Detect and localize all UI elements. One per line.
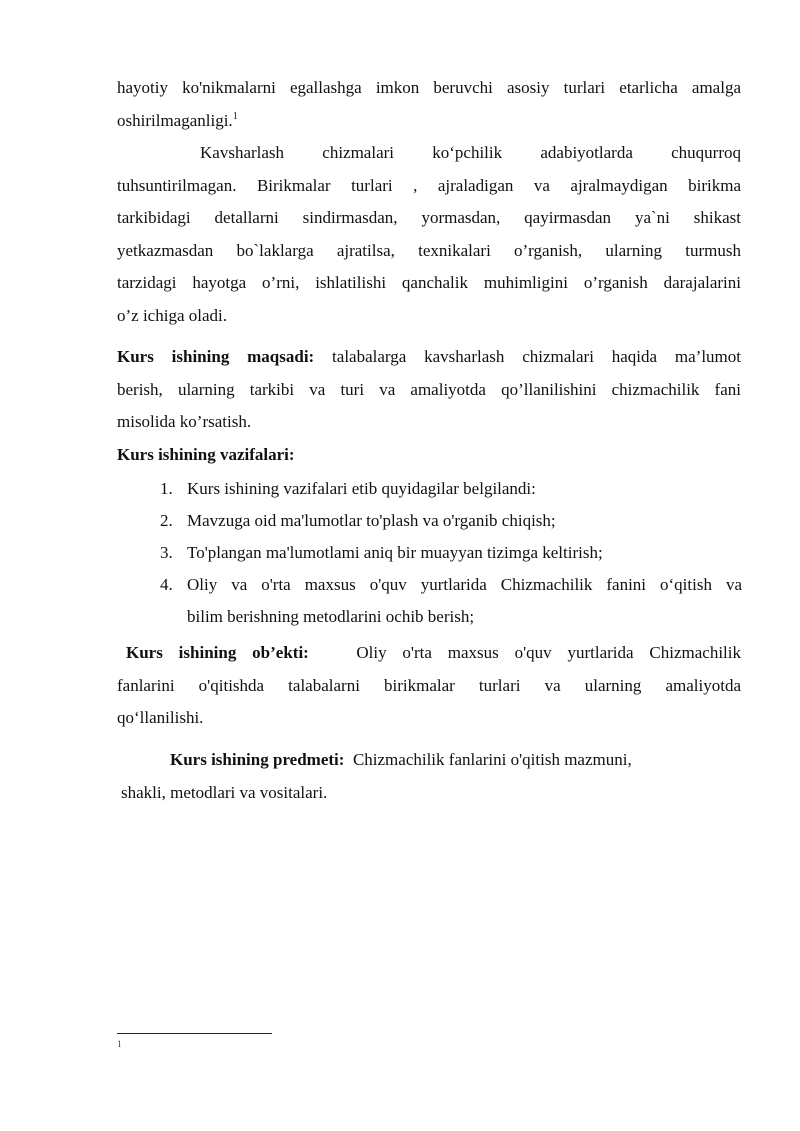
list-item: 3. To'plangan ma'lumotlami aniq bir muayyan tizimga keltirish;	[160, 543, 603, 562]
text-line: Kurs ishining predmeti: Chizmachilik fanlarini o'qitish mazmuni,	[170, 750, 632, 769]
text-line: qo‘llanilishi.	[117, 708, 204, 727]
text-line: misolida ko’rsatish.	[117, 412, 252, 431]
text-line: berish, ularning tarkibi va turi va amaliyotda qo’llanilishini chizmachilik fani	[117, 379, 741, 399]
footnote-ref: 1	[232, 110, 238, 122]
text-line: Kurs ishining maqsadi: talabalarga kavsharlash chizmalari haqida ma’lumot	[117, 347, 742, 366]
list-item: 4. Oliy va o'rta maxsus o'quv yurtlarida Chizmachilik fanini o‘qitish va bilim berishning metodlarini ochib berish;	[160, 575, 742, 626]
list-item: 2. Mavzuga oid ma'lumotlar to'plash va o'rganib chiqish;	[160, 511, 556, 530]
object-label: Kurs ishining ob’ekti:	[126, 643, 309, 662]
object-paragraph	[117, 637, 741, 735]
text-line: shakli, metodlari va vositalari.	[121, 782, 328, 802]
subject-paragraph	[117, 744, 717, 809]
subject-label: Kurs ishining predmeti:	[170, 750, 345, 769]
text-line: yetkazmasdan bo`laklarga ajratilsa, texnikalari o’rganish, ularning turmush	[117, 240, 741, 260]
footnote: 1	[117, 1039, 122, 1049]
intro-paragraph	[117, 72, 741, 137]
list-item: 1. Kurs ishining vazifalari etib quyidagilar belgilandi:	[160, 479, 536, 498]
text-line: tarzidagi hayotga o’rni, ishlatilishi qanchalik muhimligini o’rganish darajalarini	[117, 273, 741, 292]
text-line: oshirilmaganligi.$^1$	[117, 110, 238, 130]
tasks-list	[160, 473, 742, 633]
text-line: Kurs ishining ob’ekti: Oliy o'rta maxsus o'quv yurtlarida Chizmachilik	[126, 643, 742, 662]
context-paragraph	[117, 137, 741, 332]
text-line: fanlarini o'qitishda talabalarni birikmalar turlari va ularning amaliyotda	[117, 675, 741, 695]
text-line: tuhsuntirilmagan. Birikmalar turlari , ajraladigan va ajralmaydigan birikma	[117, 175, 741, 195]
tasks-heading	[117, 439, 741, 472]
text-line: o’z ichiga oladi.	[117, 305, 227, 325]
goal-paragraph	[117, 341, 741, 439]
footnote-divider	[117, 1033, 272, 1034]
text-line: hayotiy ko'nikmalarni egallashga imkon beruvchi asosiy turlari etarlicha amalga	[117, 78, 741, 97]
text-line: Kurs ishining vazifalari:	[117, 445, 295, 464]
text-line: tarkibidagi detallarni sindirmasdan, yormasdan, qayirmasdan ya`ni shikast	[117, 208, 741, 227]
goal-label: Kurs ishining maqsadi:	[117, 347, 315, 366]
text-line: Kavsharlash chizmalari ko‘pchilik adabiyotlarda chuqurroq	[200, 143, 741, 162]
